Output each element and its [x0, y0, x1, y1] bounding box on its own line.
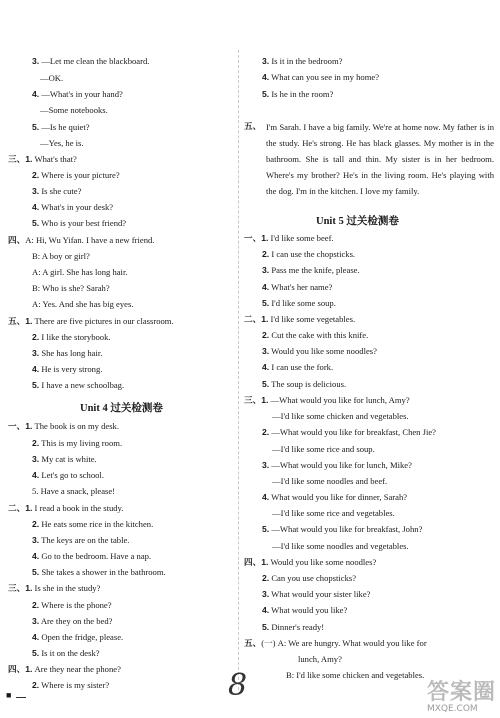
item-number: 2. [32, 680, 40, 690]
item-number: 四、1. [8, 664, 33, 674]
item-text: —OK. [40, 73, 64, 83]
item-number: 3. [32, 56, 40, 66]
item-text: —What's in your hand? [39, 89, 123, 99]
item-text: —Yes, he is. [40, 138, 84, 148]
item-number: 四、 [8, 235, 26, 245]
right-line [262, 379, 346, 390]
item-text: The book is on my desk. [32, 421, 120, 431]
item-number: 一、1. [8, 421, 33, 431]
item-number: 4. [32, 202, 40, 212]
item-number: 3. [32, 348, 40, 358]
right-line [244, 314, 355, 325]
right-line [286, 670, 424, 681]
item-text: Where is my sister? [39, 680, 110, 690]
left-line [40, 105, 108, 116]
right-line [262, 362, 333, 373]
item-text: She has long hair. [39, 348, 103, 358]
item-number: 3. [32, 186, 40, 196]
item-text: What's in your desk? [39, 202, 114, 212]
left-line [32, 486, 115, 497]
right-line [262, 460, 412, 471]
right-line [244, 233, 334, 244]
item-text: lunch, Amy? [298, 654, 342, 664]
item-text: —I'd like some rice and soup. [272, 444, 375, 454]
right-line [262, 605, 347, 616]
item-number: 三、1. [244, 395, 269, 405]
left-line [40, 73, 63, 84]
item-text: Is she in the study? [32, 583, 101, 593]
item-text: Pass me the knife, please. [269, 265, 360, 275]
left-line [32, 267, 127, 278]
right-line [262, 56, 342, 67]
right-line [272, 508, 395, 519]
left-line [8, 154, 77, 165]
item-text: I'd like some beef. [268, 233, 334, 243]
item-text: What's her name? [269, 282, 333, 292]
left-line [8, 421, 119, 432]
right-line [262, 492, 407, 503]
item-text: Go to the bedroom. Have a nap. [39, 551, 152, 561]
top-edge-bar [0, 0, 500, 3]
left-line [32, 470, 104, 481]
left-line [32, 186, 81, 197]
left-line [8, 235, 154, 246]
item-number: 3. [262, 460, 270, 470]
unit5-title: Unit 5 过关检测卷 [316, 216, 399, 227]
item-number: 四、1. [244, 557, 269, 567]
item-number: 3. [262, 346, 270, 356]
item-text: B: I'd like some chicken and vegetables. [286, 670, 425, 680]
item-text: She takes a shower in the bathroom. [39, 567, 166, 577]
item-text: I'd like some soup. [269, 298, 336, 308]
left-line [32, 364, 102, 375]
item-number: 2. [262, 249, 270, 259]
item-number: 4. [262, 605, 270, 615]
left-line [32, 438, 122, 449]
right-line [262, 282, 332, 293]
item-text: What can you see in my home? [269, 72, 380, 82]
item-text: What would you like? [269, 605, 348, 615]
item-text: Are they on the bed? [39, 616, 113, 626]
item-number: 5. [262, 622, 270, 632]
item-text: B: Who is she? Sarah? [32, 283, 110, 293]
left-line [32, 283, 110, 294]
left-line [8, 503, 123, 514]
item-number: 5. [32, 122, 40, 132]
item-number: 4. [262, 362, 270, 372]
left-line [32, 648, 100, 659]
item-text: I'd like some vegetables. [268, 314, 356, 324]
item-number: 2. [32, 519, 40, 529]
item-number: 4. [32, 89, 40, 99]
item-number: 4. [32, 632, 40, 642]
item-number: 4. [262, 72, 270, 82]
item-number: 5. [32, 648, 40, 658]
right-line [272, 444, 375, 455]
item-text: —What would you like for breakfast, Chen Jie? [269, 427, 436, 437]
left-line [32, 632, 123, 643]
item-text: —I'd like some noodles and beef. [272, 476, 388, 486]
item-number: 3. [32, 535, 40, 545]
item-number: 五、1. [8, 316, 33, 326]
item-number: 3. [262, 265, 270, 275]
right-line [262, 589, 370, 600]
right-line [262, 298, 336, 309]
item-text: Who is your best friend? [39, 218, 127, 228]
right-line [262, 346, 377, 357]
item-text: Can you use chopsticks? [269, 573, 357, 583]
left-line [32, 56, 149, 67]
item-text: What would you like for dinner, Sarah? [269, 492, 408, 502]
right-line [262, 89, 333, 100]
item-text: —I'd like some rice and vegetables. [272, 508, 395, 518]
right-line [272, 411, 409, 422]
item-text: Open the fridge, please. [39, 632, 124, 642]
right-line [262, 573, 356, 584]
item-text: A: Hi, Wu Yifan. I have a new friend. [25, 235, 155, 245]
item-number: 5. [262, 379, 270, 389]
item-text: Let's go to school. [39, 470, 104, 480]
item-number: 3. [262, 589, 270, 599]
left-line [40, 138, 84, 149]
right-line [262, 427, 436, 438]
item-number: 5. [262, 524, 270, 534]
left-line [32, 218, 126, 229]
item-number: 一、1. [244, 233, 269, 243]
item-text: The keys are on the table. [39, 535, 130, 545]
item-text: Dinner's ready! [269, 622, 325, 632]
right-line [298, 654, 342, 665]
left-line [32, 89, 123, 100]
item-text: —Is he quiet? [39, 122, 90, 132]
item-text: —What would you like for breakfast, John? [269, 524, 423, 534]
left-line [32, 535, 129, 546]
item-text: —Let me clean the blackboard. [39, 56, 150, 66]
item-number: 4. [32, 551, 40, 561]
right-line [244, 557, 376, 568]
item-number: 3. [32, 454, 40, 464]
left-line [32, 567, 166, 578]
left-line [32, 299, 133, 310]
item-text: I can use the chopsticks. [269, 249, 356, 259]
item-number: 3. [262, 56, 270, 66]
item-text: Would you like some noodles? [269, 346, 377, 356]
item-text: Is it on the desk? [39, 648, 100, 658]
item-number: 五、 [244, 638, 262, 648]
item-text: I have a new schoolbag. [39, 380, 125, 390]
item-text: (一) A: We are hungry. What would you like for [261, 638, 427, 648]
item-text: He eats some rice in the kitchen. [39, 519, 154, 529]
left-line [32, 680, 109, 691]
item-number: 4. [262, 282, 270, 292]
item-number: 三、1. [8, 154, 33, 164]
item-text: —What would you like for lunch, Mike? [269, 460, 412, 470]
item-number: 2. [32, 170, 40, 180]
left-line [32, 600, 112, 611]
item-number: 2. [262, 330, 270, 340]
item-text: 5. Have a snack, please! [32, 486, 116, 496]
item-text: Are they near the phone? [32, 664, 121, 674]
item-number: 二、1. [244, 314, 269, 324]
left-line [32, 348, 102, 359]
item-number: 3. [32, 616, 40, 626]
item-text: He is very strong. [39, 364, 103, 374]
item-text: Where is your picture? [39, 170, 120, 180]
left-line [32, 380, 124, 391]
left-line [32, 616, 112, 627]
item-text: Is it in the bedroom? [269, 56, 343, 66]
item-number: 2. [32, 438, 40, 448]
item-text: This is my living room. [39, 438, 123, 448]
left-line [32, 519, 153, 530]
unit4-title: Unit 4 过关检测卷 [80, 403, 163, 414]
right-line [272, 476, 387, 487]
left-line [32, 170, 120, 181]
item-text: Where is the phone? [39, 600, 112, 610]
item-text: —I'd like some noodles and vegetables. [272, 541, 409, 551]
item-number: 2. [262, 573, 270, 583]
right-line [244, 395, 410, 406]
item-text: What's that? [32, 154, 77, 164]
item-number: 5. [32, 380, 40, 390]
left-line [32, 202, 113, 213]
left-line [8, 583, 100, 594]
item-text: There are five pictures in our classroom. [32, 316, 174, 326]
item-text: My cat is white. [39, 454, 97, 464]
item-text: —Some notebooks. [40, 105, 108, 115]
left-line [32, 454, 97, 465]
item-number: 5. [262, 298, 270, 308]
right-line [262, 249, 355, 260]
item-text: —What would you like for lunch, Amy? [268, 395, 410, 405]
item-number: 5. [32, 218, 40, 228]
right-line [262, 524, 422, 535]
right-line [244, 638, 427, 649]
page-number: 8 [228, 668, 248, 703]
item-number: 4. [32, 470, 40, 480]
right-line [262, 72, 379, 83]
right-line [262, 265, 360, 276]
item-number: 二、1. [8, 503, 33, 513]
right-line [262, 330, 368, 341]
left-line [8, 316, 174, 327]
left-line [32, 122, 90, 133]
left-line [32, 251, 90, 262]
family-paragraph: I'm Sarah. I have a big family. We're at home now. My father is in the study. He's strong. He has black glasses. My mother is in the bathroom. She is tall and thin. My sister is in her bedroom. Where's my brother? He's in the living room. He's playing with the dog. I'm in the kitchen. I love my family. [266, 122, 494, 196]
watermark-logo: 答案圈 [426, 680, 496, 705]
left-line [8, 664, 121, 675]
item-number: 4. [32, 364, 40, 374]
item-number: 5. [262, 89, 270, 99]
item-text: B: A boy or girl? [32, 251, 90, 261]
footer-line [16, 697, 26, 698]
item-text: I like the storybook. [39, 332, 111, 342]
item-text: I can use the fork. [269, 362, 334, 372]
footer-mark: ■ [6, 690, 12, 700]
item-text: Is he in the room? [269, 89, 334, 99]
left-line [32, 551, 151, 562]
watermark [427, 682, 496, 714]
item-number: 5. [32, 567, 40, 577]
item-number: 2. [32, 332, 40, 342]
item-number: 4. [262, 492, 270, 502]
item-text: I read a book in the study. [32, 503, 124, 513]
item-number: 2. [262, 427, 270, 437]
paragraph-lead: 五、 [244, 121, 262, 131]
item-number: 2. [32, 600, 40, 610]
watermark-site: MXQE.COM [426, 704, 478, 714]
column-divider [238, 50, 239, 690]
item-text: —I'd like some chicken and vegetables. [272, 411, 409, 421]
item-text: Would you like some noodles? [268, 557, 377, 567]
item-text: A: A girl. She has long hair. [32, 267, 128, 277]
item-text: Cut the cake with this knife. [269, 330, 369, 340]
right-line [262, 622, 324, 633]
item-text: A: Yes. And she has big eyes. [32, 299, 134, 309]
item-text: The soup is delicious. [269, 379, 347, 389]
right-line [272, 541, 409, 552]
item-number: 三、1. [8, 583, 33, 593]
left-line [32, 332, 111, 343]
item-text: Is she cute? [39, 186, 82, 196]
item-text: What would your sister like? [269, 589, 371, 599]
